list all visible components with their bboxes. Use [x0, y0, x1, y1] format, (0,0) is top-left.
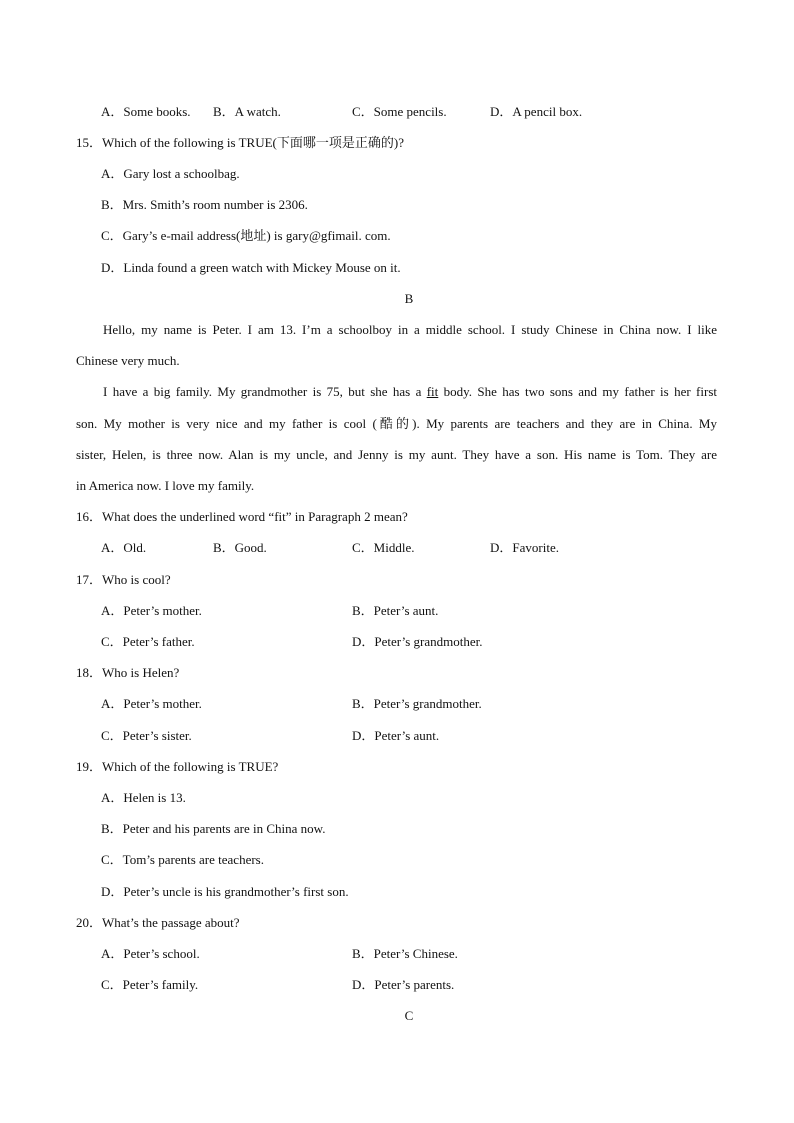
- q20-option-d: D．Peter’s parents.: [352, 977, 455, 992]
- underlined-word-fit: fit: [426, 384, 439, 399]
- passage-b-p1-line1: Hello, my name is Peter. I am 13. I’m a schoolboy in a middle school. I study Chinese in China now. I like: [103, 322, 717, 337]
- passage-b-p2-line1-start: I have a big family. My grandmother is 75, but she has a: [103, 384, 427, 399]
- q17-option-a: A．Peter’s mother.: [101, 603, 202, 618]
- q17-option-d: D．Peter’s grandmother.: [352, 634, 483, 649]
- q18-option-b: B．Peter’s grandmother.: [352, 696, 482, 711]
- q17-option-b: B．Peter’s aunt.: [352, 603, 439, 618]
- passage-b-p1-line2: Chinese very much.: [76, 353, 180, 368]
- q18-option-a: A．Peter’s mother.: [101, 696, 202, 711]
- q19-option-a: A．Helen is 13.: [101, 790, 186, 805]
- q16-option-d: D．Favorite.: [490, 540, 559, 555]
- q15-option-d: D．Linda found a green watch with Mickey Mouse on it.: [101, 260, 401, 275]
- passage-b-p2-line4: in America now. I love my family.: [76, 478, 255, 493]
- q15-option-b: B．Mrs. Smith’s room number is 2306.: [101, 197, 308, 212]
- q15-option-c: C．Gary’s e-mail address(地址) is gary@gfimail. com.: [101, 228, 391, 243]
- q16-option-b: B．Good.: [213, 540, 267, 555]
- q19-question: 19．Which of the following is TRUE?: [76, 759, 279, 774]
- q14-option-c: C．Some pencils.: [352, 104, 447, 119]
- q14-option-d: D．A pencil box.: [490, 104, 583, 119]
- q19-option-c: C．Tom’s parents are teachers.: [101, 852, 264, 867]
- passage-b-p2-line1-end: body. She has two sons and my father is her first: [438, 384, 717, 399]
- q17-option-c: C．Peter’s father.: [101, 634, 195, 649]
- passage-b-p2-line3: sister, Helen, is three now. Alan is my uncle, and Jenny is my aunt. They have a son. His name is Tom. They are: [76, 447, 717, 462]
- q20-option-a: A．Peter’s school.: [101, 946, 200, 961]
- q15-question: 15．Which of the following is TRUE(下面哪一项是正确的)?: [76, 135, 404, 150]
- section-b-heading: B: [404, 291, 414, 306]
- passage-b-p2-line1: [76, 384, 717, 400]
- q20-question: 20．What’s the passage about?: [76, 915, 240, 930]
- q16-question: 16．What does the underlined word “fit” in Paragraph 2 mean?: [76, 509, 408, 524]
- q16-option-a: A．Old.: [101, 540, 147, 555]
- q17-question: 17．Who is cool?: [76, 572, 171, 587]
- q19-option-b: B．Peter and his parents are in China now.: [101, 821, 326, 836]
- q14-option-a: A．Some books.: [101, 104, 191, 119]
- q14-option-b: B．A watch.: [213, 104, 281, 119]
- q18-option-d: D．Peter’s aunt.: [352, 728, 440, 743]
- q20-option-b: B．Peter’s Chinese.: [352, 946, 458, 961]
- q18-option-c: C．Peter’s sister.: [101, 728, 192, 743]
- q20-option-c: C．Peter’s family.: [101, 977, 199, 992]
- q18-question: 18．Who is Helen?: [76, 665, 180, 680]
- q16-option-c: C．Middle.: [352, 540, 415, 555]
- section-c-heading: C: [404, 1008, 414, 1023]
- q19-option-d: D．Peter’s uncle is his grandmother’s first son.: [101, 884, 349, 899]
- passage-b-p2-line2: son. My mother is very nice and my father is cool (酷的). My parents are teachers and they are in China. My: [76, 416, 717, 431]
- q15-option-a: A．Gary lost a schoolbag.: [101, 166, 240, 181]
